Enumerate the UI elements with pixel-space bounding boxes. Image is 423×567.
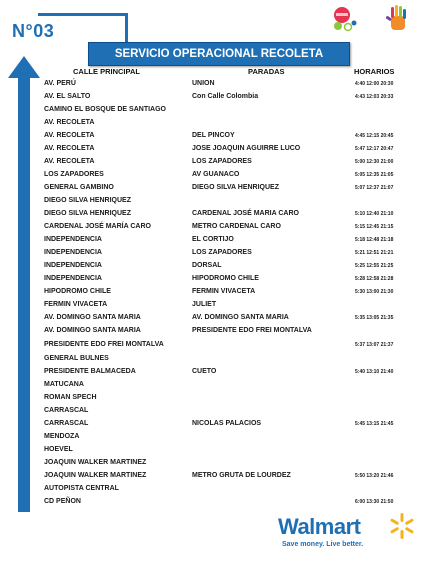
times-cell: 5:15 12:45 21:15 <box>355 224 394 230</box>
stop-cell: METRO GRUTA DE LOURDEZ <box>192 472 291 479</box>
table-row <box>0 446 423 459</box>
stop-cell: FERMIN VIVACETA <box>192 288 256 295</box>
stop-cell: JOSE JOAQUIN AGUIRRE LUCO <box>192 145 301 152</box>
table-row <box>0 197 423 210</box>
column-header-stops: PARADAS <box>248 67 285 76</box>
table-row <box>0 223 423 236</box>
street-cell: AV. RECOLETA <box>44 119 95 126</box>
spark-icon <box>388 512 416 540</box>
table-row <box>0 145 423 158</box>
street-cell: FERMIN VIVACETA <box>44 301 108 308</box>
table-row <box>0 498 423 511</box>
street-cell: CARDENAL JOSÉ MARÍA CARO <box>44 223 151 230</box>
times-cell: 5:45 13:15 21:45 <box>355 421 394 427</box>
stop-cell: DIEGO SILVA HENRIQUEZ <box>192 184 279 191</box>
table-row <box>0 210 423 223</box>
stop-cell: CARDENAL JOSÉ MARIA CARO <box>192 210 299 217</box>
route-number: N°03 <box>12 21 55 41</box>
stop-cell: JULIET <box>192 301 217 308</box>
table-row <box>0 341 423 354</box>
table-row <box>0 171 423 184</box>
table-row <box>0 80 423 93</box>
street-cell: AUTOPISTA CENTRAL <box>44 485 119 492</box>
stop-cell: HIPODROMO CHILE <box>192 275 259 282</box>
street-cell: DIEGO SILVA HENRIQUEZ <box>44 210 131 217</box>
table-row <box>0 420 423 433</box>
walmart-logo <box>278 514 418 562</box>
stop-cell: METRO CARDENAL CARO <box>192 223 281 230</box>
page-title: SERVICIO OPERACIONAL RECOLETA <box>88 42 350 66</box>
stop-cell: DORSAL <box>192 262 222 269</box>
street-cell: JOAQUIN WALKER MARTINEZ <box>44 472 147 479</box>
street-cell: MENDOZA <box>44 433 80 440</box>
times-cell: 6:00 13:30 21:50 <box>355 499 394 505</box>
street-cell: CARRASCAL <box>44 420 89 427</box>
street-cell: AV. RECOLETA <box>44 145 95 152</box>
stop-cell: PRESIDENTE EDO FREI MONTALVA <box>192 327 312 334</box>
street-cell: GENERAL GAMBINO <box>44 184 114 191</box>
hand-logo-icon <box>382 3 414 35</box>
brand-name: Walmart <box>278 514 361 539</box>
table-row <box>0 485 423 498</box>
route-bracket-line <box>38 13 127 16</box>
times-cell: 5:28 12:58 21:28 <box>355 276 394 282</box>
stop-cell: Con Calle Colombia <box>192 93 259 100</box>
stop-cell: LOS ZAPADORES <box>192 158 252 165</box>
street-cell: CARRASCAL <box>44 407 89 414</box>
table-row <box>0 236 423 249</box>
route-bracket-drop <box>125 13 128 43</box>
street-cell: CAMINO EL BOSQUE DE SANTIAGO <box>44 106 166 113</box>
times-cell: 5:25 12:55 21:25 <box>355 263 394 269</box>
column-header-street: CALLE PRINCIPAL <box>73 67 140 76</box>
times-cell: 4:43 12:03 20:33 <box>355 94 394 100</box>
stop-cell: EL CORTIJO <box>192 236 234 243</box>
table-row <box>0 472 423 485</box>
times-cell: 5:30 13:00 21:30 <box>355 289 394 295</box>
times-cell: 5:18 12:48 21:18 <box>355 237 394 243</box>
stop-cell: LOS ZAPADORES <box>192 249 252 256</box>
times-cell: 5:10 12:40 21:10 <box>355 211 394 217</box>
times-cell: 4:40 12:00 20:30 <box>355 81 394 87</box>
street-cell: AV. DOMINGO SANTA MARIA <box>44 314 141 321</box>
times-cell: 5:40 13:10 21:40 <box>355 369 394 375</box>
table-row <box>0 327 423 340</box>
stop-cell: AV. DOMINGO SANTA MARIA <box>192 314 289 321</box>
table-row <box>0 119 423 132</box>
times-cell: 4:45 12:15 20:45 <box>355 133 394 139</box>
street-cell: INDEPENDENCIA <box>44 236 102 243</box>
street-cell: ROMAN SPECH <box>44 394 97 401</box>
brand-tagline: Save money. Live better. <box>282 541 364 548</box>
street-cell: AV. DOMINGO SANTA MARIA <box>44 327 141 334</box>
street-cell: GENERAL BULNES <box>44 355 109 362</box>
table-row <box>0 275 423 288</box>
street-cell: AV. EL SALTO <box>44 93 91 100</box>
street-cell: DIEGO SILVA HENRIQUEZ <box>44 197 131 204</box>
column-header-times: HORARIOS <box>354 67 395 76</box>
street-cell: INDEPENDENCIA <box>44 262 102 269</box>
table-row <box>0 394 423 407</box>
times-cell: 5:37 13:07 21:37 <box>355 342 394 348</box>
table-row <box>0 249 423 262</box>
table-row <box>0 184 423 197</box>
street-cell: MATUCANA <box>44 381 84 388</box>
street-cell: PRESIDENTE EDO FREI MONTALVA <box>44 341 164 348</box>
table-row <box>0 433 423 446</box>
table-row <box>0 106 423 119</box>
table-row <box>0 459 423 472</box>
times-cell: 5:07 12:37 21:07 <box>355 185 394 191</box>
table-row <box>0 355 423 368</box>
street-cell: AV. RECOLETA <box>44 158 95 165</box>
street-cell: AV. PERÚ <box>44 80 76 87</box>
table-row <box>0 381 423 394</box>
street-cell: INDEPENDENCIA <box>44 275 102 282</box>
stop-cell: DEL PINCOY <box>192 132 235 139</box>
times-cell: 5:05 12:35 21:05 <box>355 172 394 178</box>
stop-cell: AV GUANACO <box>192 171 240 178</box>
street-cell: HIPODROMO CHILE <box>44 288 111 295</box>
street-cell: INDEPENDENCIA <box>44 249 102 256</box>
table-row <box>0 368 423 381</box>
table-row <box>0 314 423 327</box>
stop-cell: NICOLAS PALACIOS <box>192 420 262 427</box>
times-cell: 5:47 12:17 20:47 <box>355 146 394 152</box>
table-row <box>0 288 423 301</box>
table-row <box>0 407 423 420</box>
street-cell: HOEVEL <box>44 446 73 453</box>
stop-cell: UNION <box>192 80 215 87</box>
times-cell: 5:00 12:30 21:00 <box>355 159 394 165</box>
times-cell: 5:50 13:20 21:46 <box>355 473 394 479</box>
table-row <box>0 93 423 106</box>
table-row <box>0 132 423 145</box>
route-arrow-head-icon <box>8 56 40 78</box>
street-cell: LOS ZAPADORES <box>44 171 104 178</box>
street-cell: CD PEÑON <box>44 498 81 505</box>
street-cell: PRESIDENTE BALMACEDA <box>44 368 136 375</box>
table-row <box>0 262 423 275</box>
community-logo-icon <box>330 5 360 35</box>
stop-cell: CUETO <box>192 368 217 375</box>
table-row <box>0 301 423 314</box>
street-cell: JOAQUIN WALKER MARTINEZ <box>44 459 147 466</box>
street-cell: AV. RECOLETA <box>44 132 95 139</box>
table-row <box>0 158 423 171</box>
times-cell: 5:21 12:51 21:21 <box>355 250 394 256</box>
times-cell: 5:35 13:05 21:35 <box>355 315 394 321</box>
